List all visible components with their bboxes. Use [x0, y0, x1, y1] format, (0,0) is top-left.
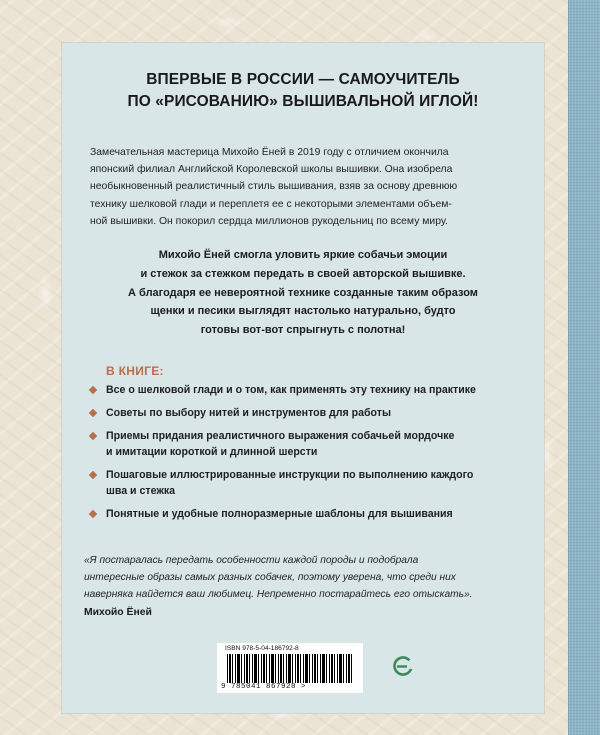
lead-line: и стежок за стежком передать в своей авторской вышивке.: [140, 267, 466, 280]
intro-line: Замечательная мастерица Михойо Ёней в 2019 году с отличием окончила: [90, 147, 449, 158]
quote-line: наверняка найдется ваш любимец. Непременно постарайтесь его отыскать».: [84, 589, 473, 600]
list-item: Пошаговые иллюстрированные инструкции по выполнению каждого шва и стежка: [90, 467, 520, 499]
barcode-bars: [227, 654, 353, 684]
headline: [62, 69, 544, 113]
list-item: Понятные и удобные полноразмерные шаблоны для вышивания: [90, 506, 520, 522]
publisher-logo-icon: [392, 655, 414, 677]
diamond-bullet-icon: [89, 432, 97, 440]
in-book-heading: В КНИГЕ:: [106, 364, 164, 378]
intro-line: японский филиал Английской Королевской школы вышивки. Она изобрела: [90, 164, 453, 176]
intro-line: необыкновенный реалистичный стиль вышивания, взяв за основу древнюю: [90, 181, 458, 193]
author-quote: [84, 552, 524, 603]
lead-paragraph: [62, 246, 544, 340]
feature-list: [90, 382, 520, 529]
quote-line: интересные образы самых разных собачек, поэтому уверена, что среди них: [84, 572, 456, 583]
isbn-text: ISBN 978-5-04-186792-8: [225, 645, 299, 652]
lead-line: готовы вот-вот спрыгнуть с полотна!: [200, 324, 406, 337]
diamond-bullet-icon: [89, 471, 97, 479]
diamond-bullet-icon: [89, 386, 97, 394]
ean-digits: 9 785041 867928 >: [221, 683, 361, 691]
book-spine: [568, 0, 600, 735]
content-panel: [62, 43, 544, 713]
intro-paragraph: [90, 144, 514, 230]
list-item: Советы по выбору нитей и инструментов для работы: [90, 405, 520, 421]
quote-line: «Я постаралась передать особенности каждой породы и подобрала: [84, 555, 419, 566]
lead-line: Михойо Ёней смогла уловить яркие собачьи эмоции: [158, 249, 448, 261]
headline-line-1: ВПЕРВЫЕ В РОССИИ — САМОУЧИТЕЛЬ: [146, 71, 460, 88]
quote-author: Михойо Ёней: [84, 607, 152, 618]
intro-line: технику шелковой глади и переплетя ее с некоторыми элементами объем-: [90, 198, 452, 210]
intro-line: ной вышивки. Он покорил сердца миллионов рукодельниц по всему миру.: [90, 215, 448, 227]
headline-line-2: ПО «РИСОВАНИЮ» ВЫШИВАЛЬНОЙ ИГЛОЙ!: [127, 93, 479, 110]
list-item: Все о шелковой глади и о том, как применять эту технику на практике: [90, 382, 520, 398]
diamond-bullet-icon: [89, 510, 97, 518]
list-item: Приемы придания реалистичного выражения собачьей мордочке и имитации короткой и длинной шерсти: [90, 428, 520, 460]
lead-line: щенки и песики выглядят настолько натурально, будто: [150, 305, 456, 318]
lead-line: А благодаря ее невероятной технике созданные таким образом: [128, 286, 478, 299]
barcode: [217, 643, 363, 693]
diamond-bullet-icon: [89, 409, 97, 417]
